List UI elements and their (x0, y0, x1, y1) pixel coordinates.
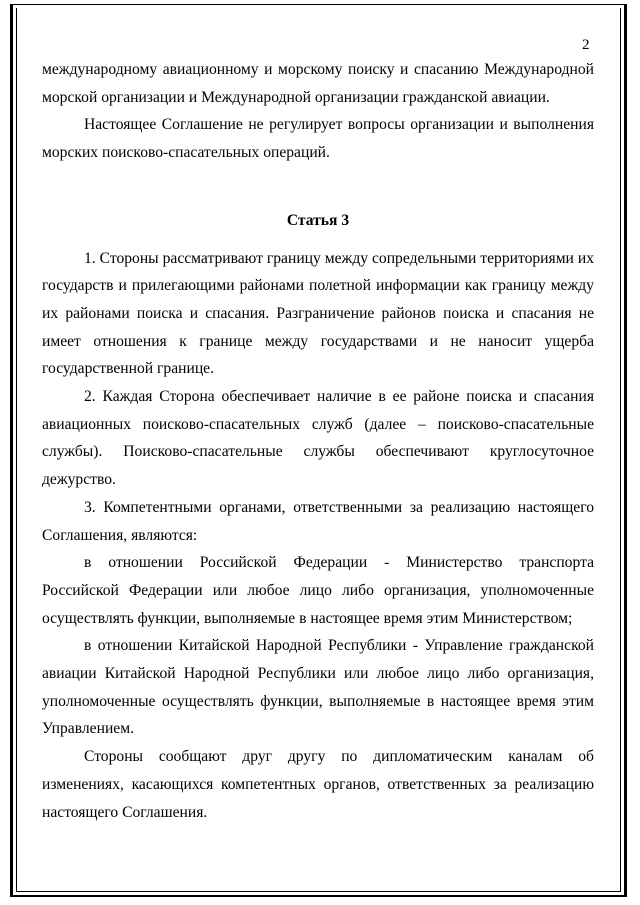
article-title: Статья 3 (286, 211, 350, 229)
page-number: 2 (582, 37, 590, 53)
spacer (42, 235, 594, 245)
paragraph-scope-note: Настоящее Соглашение не регулирует вопросы организации и выполнения морских поисково-спасательных операций. (42, 116, 594, 162)
document-body (42, 56, 594, 826)
clause-3-china: в отношении Китайской Народной Республики - Управление гражданской авиации Китайской Народной Республики или любое лицо либо организация, уполномоченные осуществлять функции, выполняемые в настоящее время этим Управлением. (42, 637, 594, 738)
spacer (42, 167, 594, 207)
clause-2: 2. Каждая Сторона обеспечивает наличие в ее районе поиска и спасания авиационных поисково-спасательных служб (далее – поисково-спасательные службы). Поисково-спасательные службы обеспечивают круглосуточное дежурство. (42, 388, 594, 489)
clause-3-notification: Стороны сообщают друг другу по дипломатическим каналам об изменениях, касающихся компетентных органов, ответственных за реализацию настоящего Соглашения. (42, 748, 594, 821)
clause-1: 1. Стороны рассматривают границу между сопредельными территориями их государств и прилегающими районами полетной информации как границу между их районами поиска и спасания. Разграничение районов поиска и спасания не имеет отношения к границе между государствами и не наносит ущерба государственной границе. (42, 249, 594, 378)
clause-3: 3. Компетентными органами, ответственными за реализацию настоящего Соглашения, являются: (42, 498, 594, 544)
clause-3-russia: в отношении Российской Федерации - Министерство транспорта Российской Федерации или любое лицо либо организация, уполномоченные осуществлять функции, выполняемые в настоящее время этим Министерством; (42, 554, 594, 627)
paragraph-continuation: международному авиационному и морскому поиску и спасанию Международной морской организации и Международной организации гражданской авиации. (42, 61, 594, 106)
